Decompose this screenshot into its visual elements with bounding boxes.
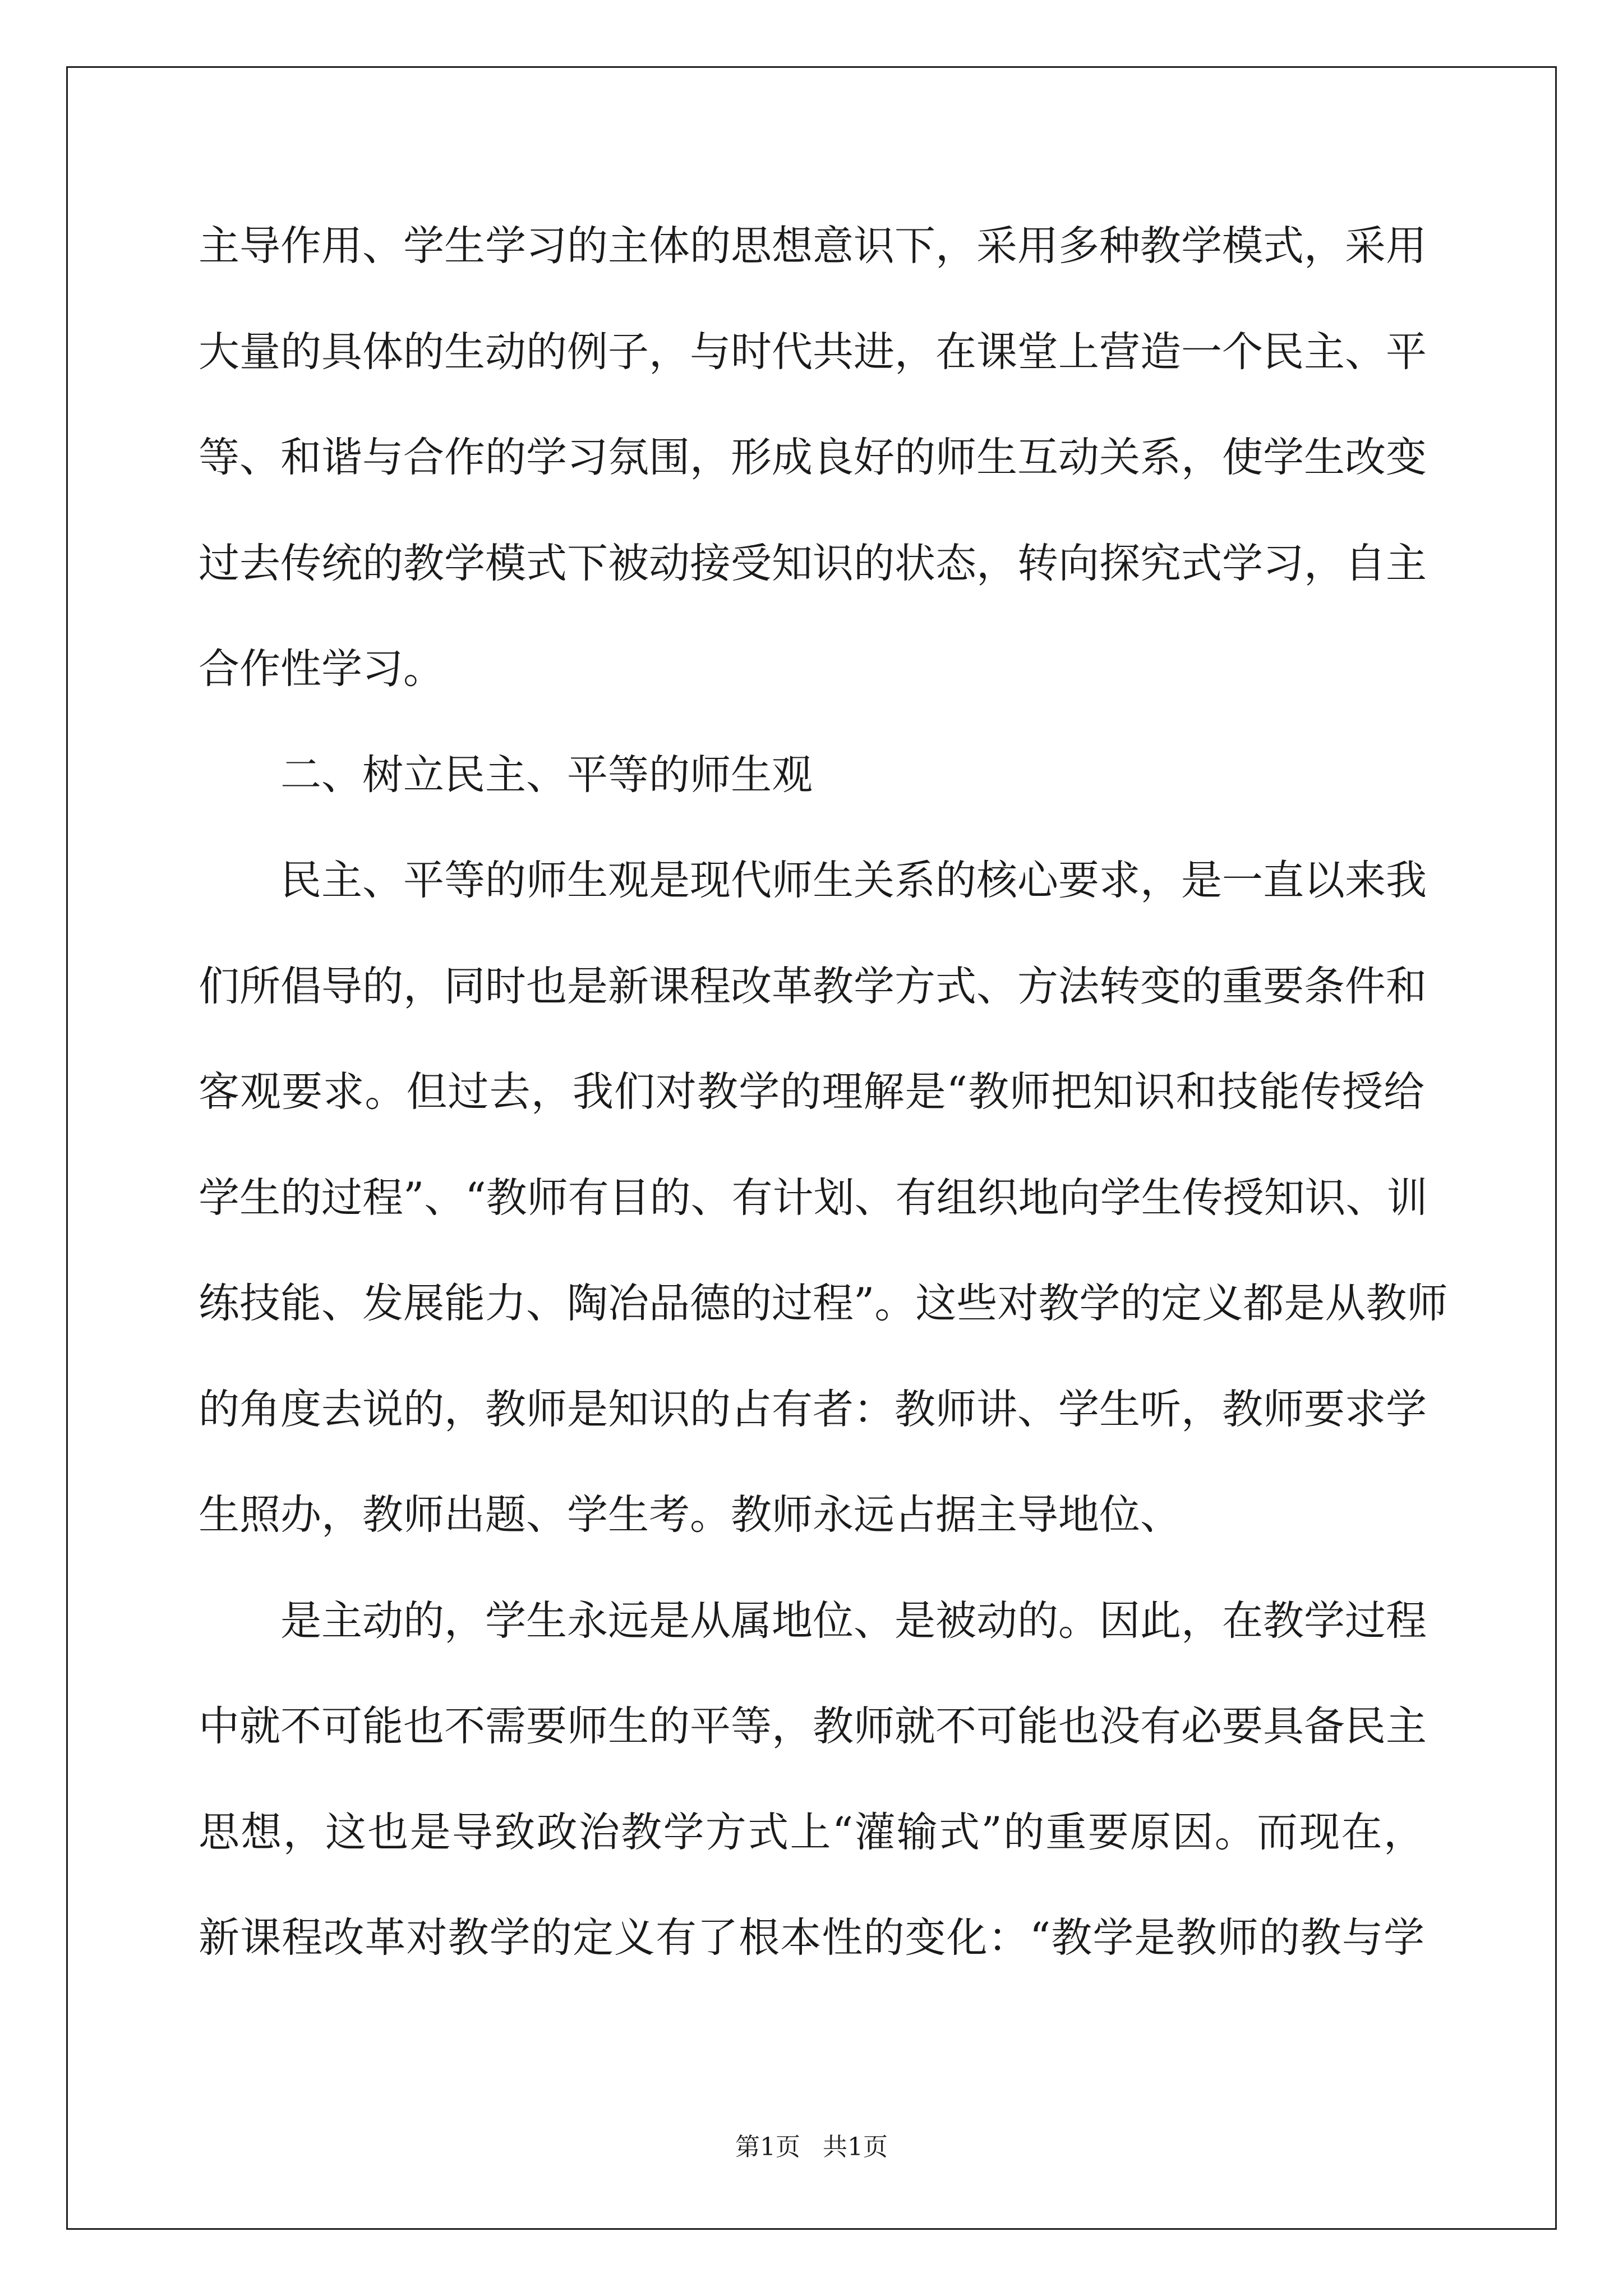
- body-line-13: 生照办，教师出题、学生考。教师永远占据主导地位、: [199, 1491, 1181, 1539]
- body-line-14: 是主动的，学生永远是从属地位、是被动的。因此，在教学过程: [280, 1596, 1427, 1645]
- section-heading: 二、树立民主、平等的师生观: [280, 751, 813, 799]
- body-line-4: 过去传统的教学模式下被动接受知识的状态，转向探究式学习，自主: [199, 539, 1427, 587]
- page-footer: [0, 2131, 1623, 2164]
- page-number: 第1页: [735, 2133, 800, 2161]
- body-line-5: 合作性学习。: [199, 645, 444, 693]
- body-line-12: 的角度去说的，教师是知识的占有者：教师讲、学生听，教师要求学: [199, 1385, 1427, 1433]
- body-line-16: 思想，这也是导致政治教学方式上“灌输式”的重要原因。而现在，: [199, 1808, 1424, 1856]
- page-total: 共1页: [823, 2133, 888, 2161]
- body-line-1: 主导作用、学生学习的主体的思想意识下，采用多种教学模式，采用: [199, 222, 1427, 270]
- document-body: [199, 194, 1448, 1991]
- body-line-15: 中就不可能也不需要师生的平等，教师就不可能也没有必要具备民主: [199, 1703, 1427, 1750]
- body-line-10: 学生的过程”、“教师有目的、有计划、有组织地向学生传授知识、训: [199, 1174, 1428, 1222]
- body-line-9: 客观要求。但过去，我们对教学的理解是“教师把知识和技能传授给: [199, 1068, 1424, 1116]
- body-line-8: 们所倡导的，同时也是新课程改革教学方式、方法转变的重要条件和: [199, 962, 1427, 1010]
- body-line-2: 大量的具体的生动的例子，与时代共进，在课堂上营造一个民主、平: [199, 328, 1427, 376]
- body-line-3: 等、和谐与合作的学习氛围，形成良好的师生互动关系，使学生改变: [199, 434, 1427, 481]
- body-line-17: 新课程改革对教学的定义有了根本性的变化：“教学是教师的教与学: [199, 1914, 1424, 1962]
- body-line-7: 民主、平等的师生观是现代师生关系的核心要求，是一直以来我: [280, 857, 1427, 904]
- body-line-11: 练技能、发展能力、陶冶品德的过程”。这些对教学的定义都是从教师: [199, 1280, 1448, 1327]
